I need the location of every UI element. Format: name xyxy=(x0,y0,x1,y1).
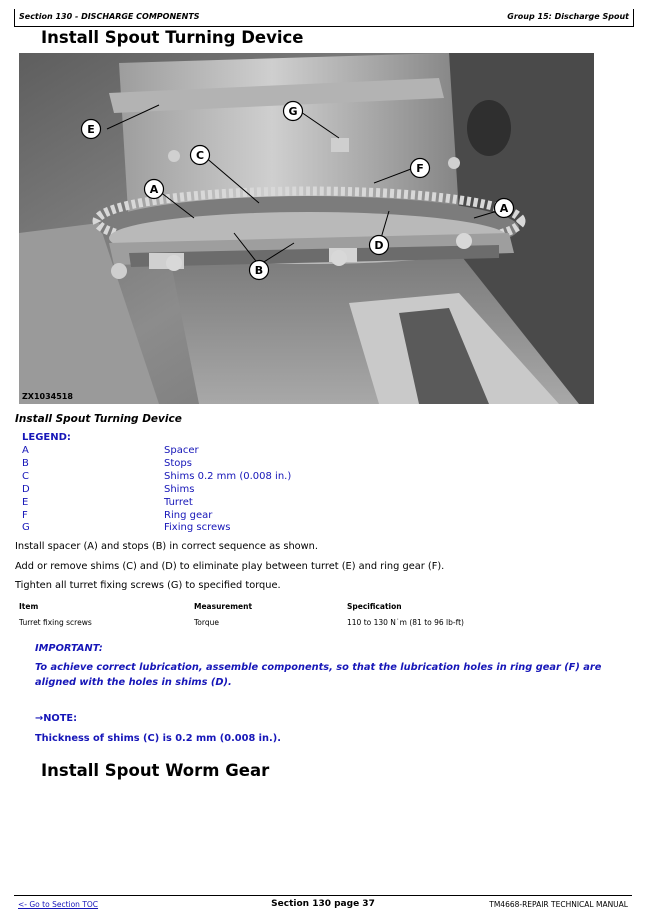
instruction-step: Install spacer (A) and stops (B) in correct sequence as shown. xyxy=(15,541,319,552)
table-header-measurement: Measurement xyxy=(194,602,253,611)
group-label: Group 15: Discharge Spout xyxy=(507,12,629,21)
legend-key: E xyxy=(22,497,29,508)
instruction-step: Add or remove shims (C) and (D) to eliminate play between turret (E) and ring gear (F). xyxy=(15,561,445,572)
table-cell-specification: 110 to 130 N˙m (81 to 96 lb-ft) xyxy=(347,618,464,627)
callout-b: B xyxy=(254,264,264,277)
figure-caption: Install Spout Turning Device xyxy=(15,413,182,425)
callout-f: F xyxy=(416,162,424,175)
callout-g: G xyxy=(288,105,298,118)
table-header-item: Item xyxy=(19,602,39,611)
legend-key: C xyxy=(22,471,29,482)
callout-a-right: A xyxy=(499,202,509,215)
important-title: IMPORTANT: xyxy=(35,643,103,654)
legend-label: Turret xyxy=(164,497,193,508)
callout-d: D xyxy=(374,239,384,252)
spout-turning-device-photo xyxy=(19,53,594,404)
legend-label: Spacer xyxy=(164,445,199,456)
legend-key: F xyxy=(22,510,28,521)
legend-label: Shims xyxy=(164,484,195,495)
section-toc-link[interactable]: <- Go to Section TOC xyxy=(18,900,99,909)
important-text: To achieve correct lubrication, assemble components, so that the lubrication holes in ring gear (F) are aligned with the holes in shims (D). xyxy=(35,662,602,688)
legend-key: G xyxy=(22,522,30,533)
legend-key: A xyxy=(22,445,29,456)
note-text: Thickness of shims (C) is 0.2 mm (0.008 in.). xyxy=(35,733,281,744)
next-section-title: Install Spout Worm Gear xyxy=(41,761,270,780)
table-header-specification: Specification xyxy=(347,602,402,611)
instruction-step: Tighten all turret fixing screws (G) to specified torque. xyxy=(15,580,281,591)
page-title: Install Spout Turning Device xyxy=(41,28,304,47)
legend-label: Stops xyxy=(164,458,192,469)
section-label: Section 130 - DISCHARGE COMPONENTS xyxy=(19,12,200,21)
legend-label: Shims 0.2 mm (0.008 in.) xyxy=(164,471,292,482)
page-header xyxy=(14,9,634,27)
legend-key: D xyxy=(22,484,30,495)
legend-key: B xyxy=(22,458,29,469)
callout-a-left: A xyxy=(149,183,159,196)
legend-title: LEGEND: xyxy=(22,432,71,443)
figure-id: ZX1034518 xyxy=(22,392,73,401)
legend-label: Fixing screws xyxy=(164,522,231,533)
page-number: Section 130 page 37 xyxy=(271,899,375,909)
callout-e: E xyxy=(87,123,95,136)
page-footer xyxy=(14,895,632,912)
legend-label: Ring gear xyxy=(164,510,213,521)
table-cell-item: Turret fixing screws xyxy=(19,618,92,627)
table-cell-measurement: Torque xyxy=(194,618,219,627)
manual-name: TM4668-REPAIR TECHNICAL MANUAL xyxy=(489,900,628,909)
callout-c: C xyxy=(195,149,205,162)
note-title: →NOTE: xyxy=(35,713,78,724)
